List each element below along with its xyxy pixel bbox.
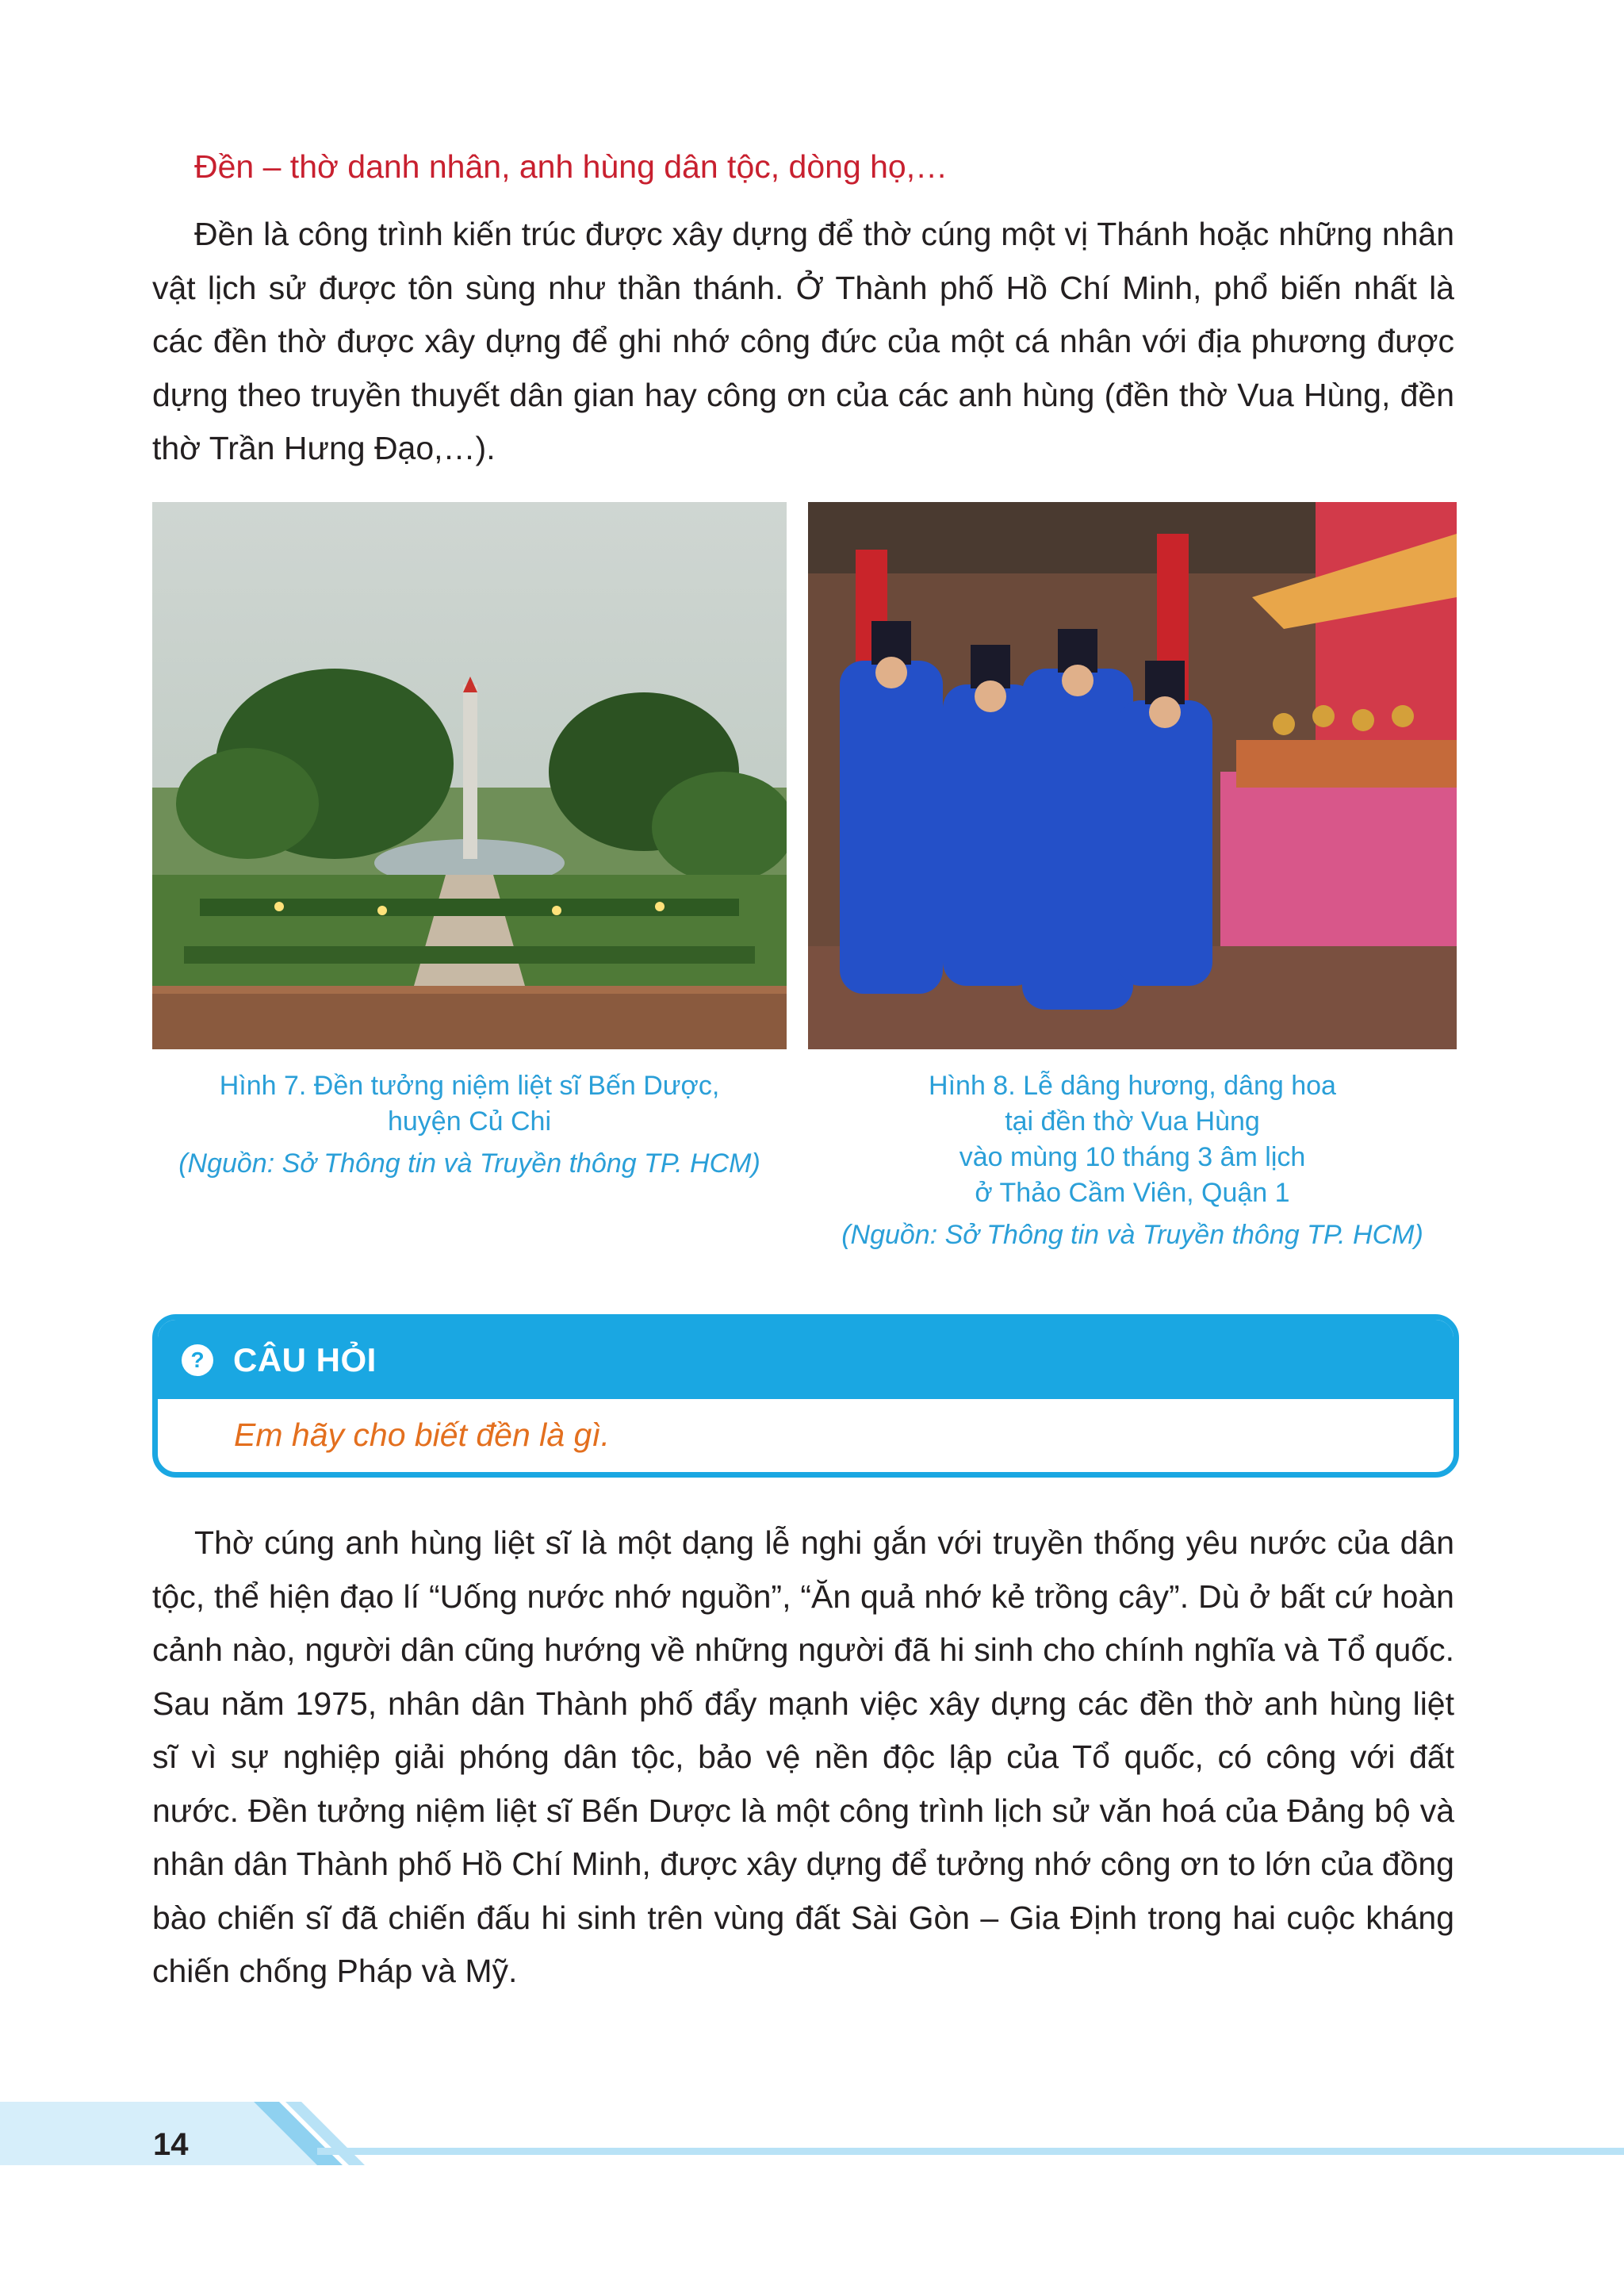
section-heading: Đền – thờ danh nhân, anh hùng dân tộc, dòng họ,… xyxy=(194,148,948,185)
photo-ben-duoc-memorial xyxy=(152,502,787,1049)
paragraph-intro: Đền là công trình kiến trúc được xây dựng để thờ cúng một vị Thánh hoặc những nhân vật lịch sử được tôn sùng như thần thánh. Ở Thành phố Hồ Chí Minh, phổ biến nhất là các đền thờ được xây dựng để ghi nhớ công đức của một cá nhân với địa phương được dựng theo truyền thuyết dân gian hay công ơn của các anh hùng (đền thờ Vua Hùng, đền thờ Trần Hưng Đạo,…). xyxy=(152,216,1454,466)
question-box-title: CÂU HỎI xyxy=(233,1341,377,1378)
question-mark-icon: ? xyxy=(182,1344,213,1376)
footer-decoration xyxy=(0,2102,1624,2165)
question-box-header xyxy=(158,1320,1454,1399)
figure-7-caption-line-2: huyện Củ Chi xyxy=(387,1106,551,1137)
figure-8-caption-line-1: Hình 8. Lễ dâng hương, dâng hoa xyxy=(929,1071,1336,1101)
figure-7-caption xyxy=(152,1068,787,1182)
photo-hung-king-ceremony xyxy=(808,502,1457,1049)
figure-8-caption-line-4: ở Thảo Cầm Viên, Quận 1 xyxy=(975,1178,1290,1208)
figure-8-source: (Nguồn: Sở Thông tin và Truyền thông TP. HCM) xyxy=(841,1220,1423,1250)
page-number: 14 xyxy=(153,2127,189,2162)
figure-7-source: (Nguồn: Sở Thông tin và Truyền thông TP. HCM) xyxy=(178,1148,760,1179)
figure-7-caption-line-1: Hình 7. Đền tưởng niệm liệt sĩ Bến Dược, xyxy=(219,1071,720,1101)
paragraph-martyrs: Thờ cúng anh hùng liệt sĩ là một dạng lễ nghi gắn với truyền thống yêu nước của dân tộc, thể hiện đạo lí “Uống nước nhớ nguồn”, “Ăn quả nhớ kẻ trồng cây”. Dù ở bất cứ hoàn cảnh nào, người dân cũng hướng về những người đã hi sinh cho chính nghĩa và Tổ quốc. Sau năm 1975, nhân dân Thành phố đẩy mạnh việc xây dựng các đền thờ anh hùng liệt sĩ vì sự nghiệp giải phóng dân tộc, bảo vệ nền độc lập của Tổ quốc, có công với đất nước. Đền tưởng niệm liệt sĩ Bến Dược là một công trình lịch sử văn hoá của Đảng bộ và nhân dân Thành phố Hồ Chí Minh, được xây dựng để tưởng nhớ công ơn to lớn của đồng bào chiến sĩ đã chiến đấu hi sinh trên vùng đất Sài Gòn – Gia Định trong hai cuộc kháng chiến chống Pháp và Mỹ. xyxy=(152,1524,1454,1989)
figure-8-caption xyxy=(808,1068,1457,1253)
figure-8-caption-line-3: vào mùng 10 tháng 3 âm lịch xyxy=(959,1142,1306,1172)
question-text: Em hãy cho biết đền là gì. xyxy=(234,1417,611,1453)
figure-8-caption-line-2: tại đền thờ Vua Hùng xyxy=(1005,1106,1260,1137)
question-box xyxy=(152,1314,1459,1478)
